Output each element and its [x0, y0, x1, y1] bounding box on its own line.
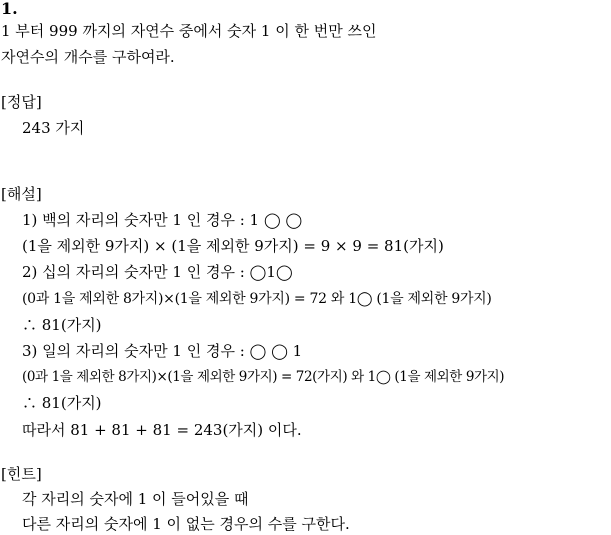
solution-line: (1을 제외한 9가지) × (1을 제외한 9가지) = 9 × 9 = 81(가지)	[22, 237, 444, 255]
problem-text-line-1: 1 부터 999 까지의 자연수 중에서 숫자 1 이 한 번만 쓰인	[1, 22, 377, 40]
hint-line: 각 자리의 숫자에 1 이 들어있을 때	[22, 490, 249, 508]
solution-line: ∴ 81(가지)	[22, 394, 102, 412]
solution-line: 1) 백의 자리의 숫자만 1 인 경우 : 1 ◯ ◯	[22, 211, 303, 229]
answer-value: 243 가지	[22, 119, 85, 137]
solution-line: (0과 1을 제외한 8가지)×(1을 제외한 9가지) = 72 와 1◯ (1을 제외한 9가지)	[22, 291, 492, 307]
problem-number: 1.	[1, 0, 18, 18]
solution-header: [해설]	[1, 185, 42, 203]
hint-header: [힌트]	[1, 465, 42, 483]
answer-header: [정답]	[1, 93, 42, 111]
solution-line: 따라서 81 + 81 + 81 = 243(가지) 이다.	[22, 421, 302, 439]
solution-line: ∴ 81(가지)	[22, 316, 102, 334]
solution-line: 3) 일의 자리의 숫자만 1 인 경우 : ◯ ◯ 1	[22, 342, 303, 360]
solution-line: 2) 십의 자리의 숫자만 1 인 경우 : ◯1◯	[22, 263, 293, 281]
problem-text-line-2: 자연수의 개수를 구하여라.	[1, 48, 175, 66]
hint-line: 다른 자리의 숫자에 1 이 없는 경우의 수를 구한다.	[22, 515, 350, 533]
solution-line: (0과 1을 제외한 8가지)×(1을 제외한 9가지) = 72(가지) 와 1◯ (1을 제외한 9가지)	[22, 369, 505, 385]
